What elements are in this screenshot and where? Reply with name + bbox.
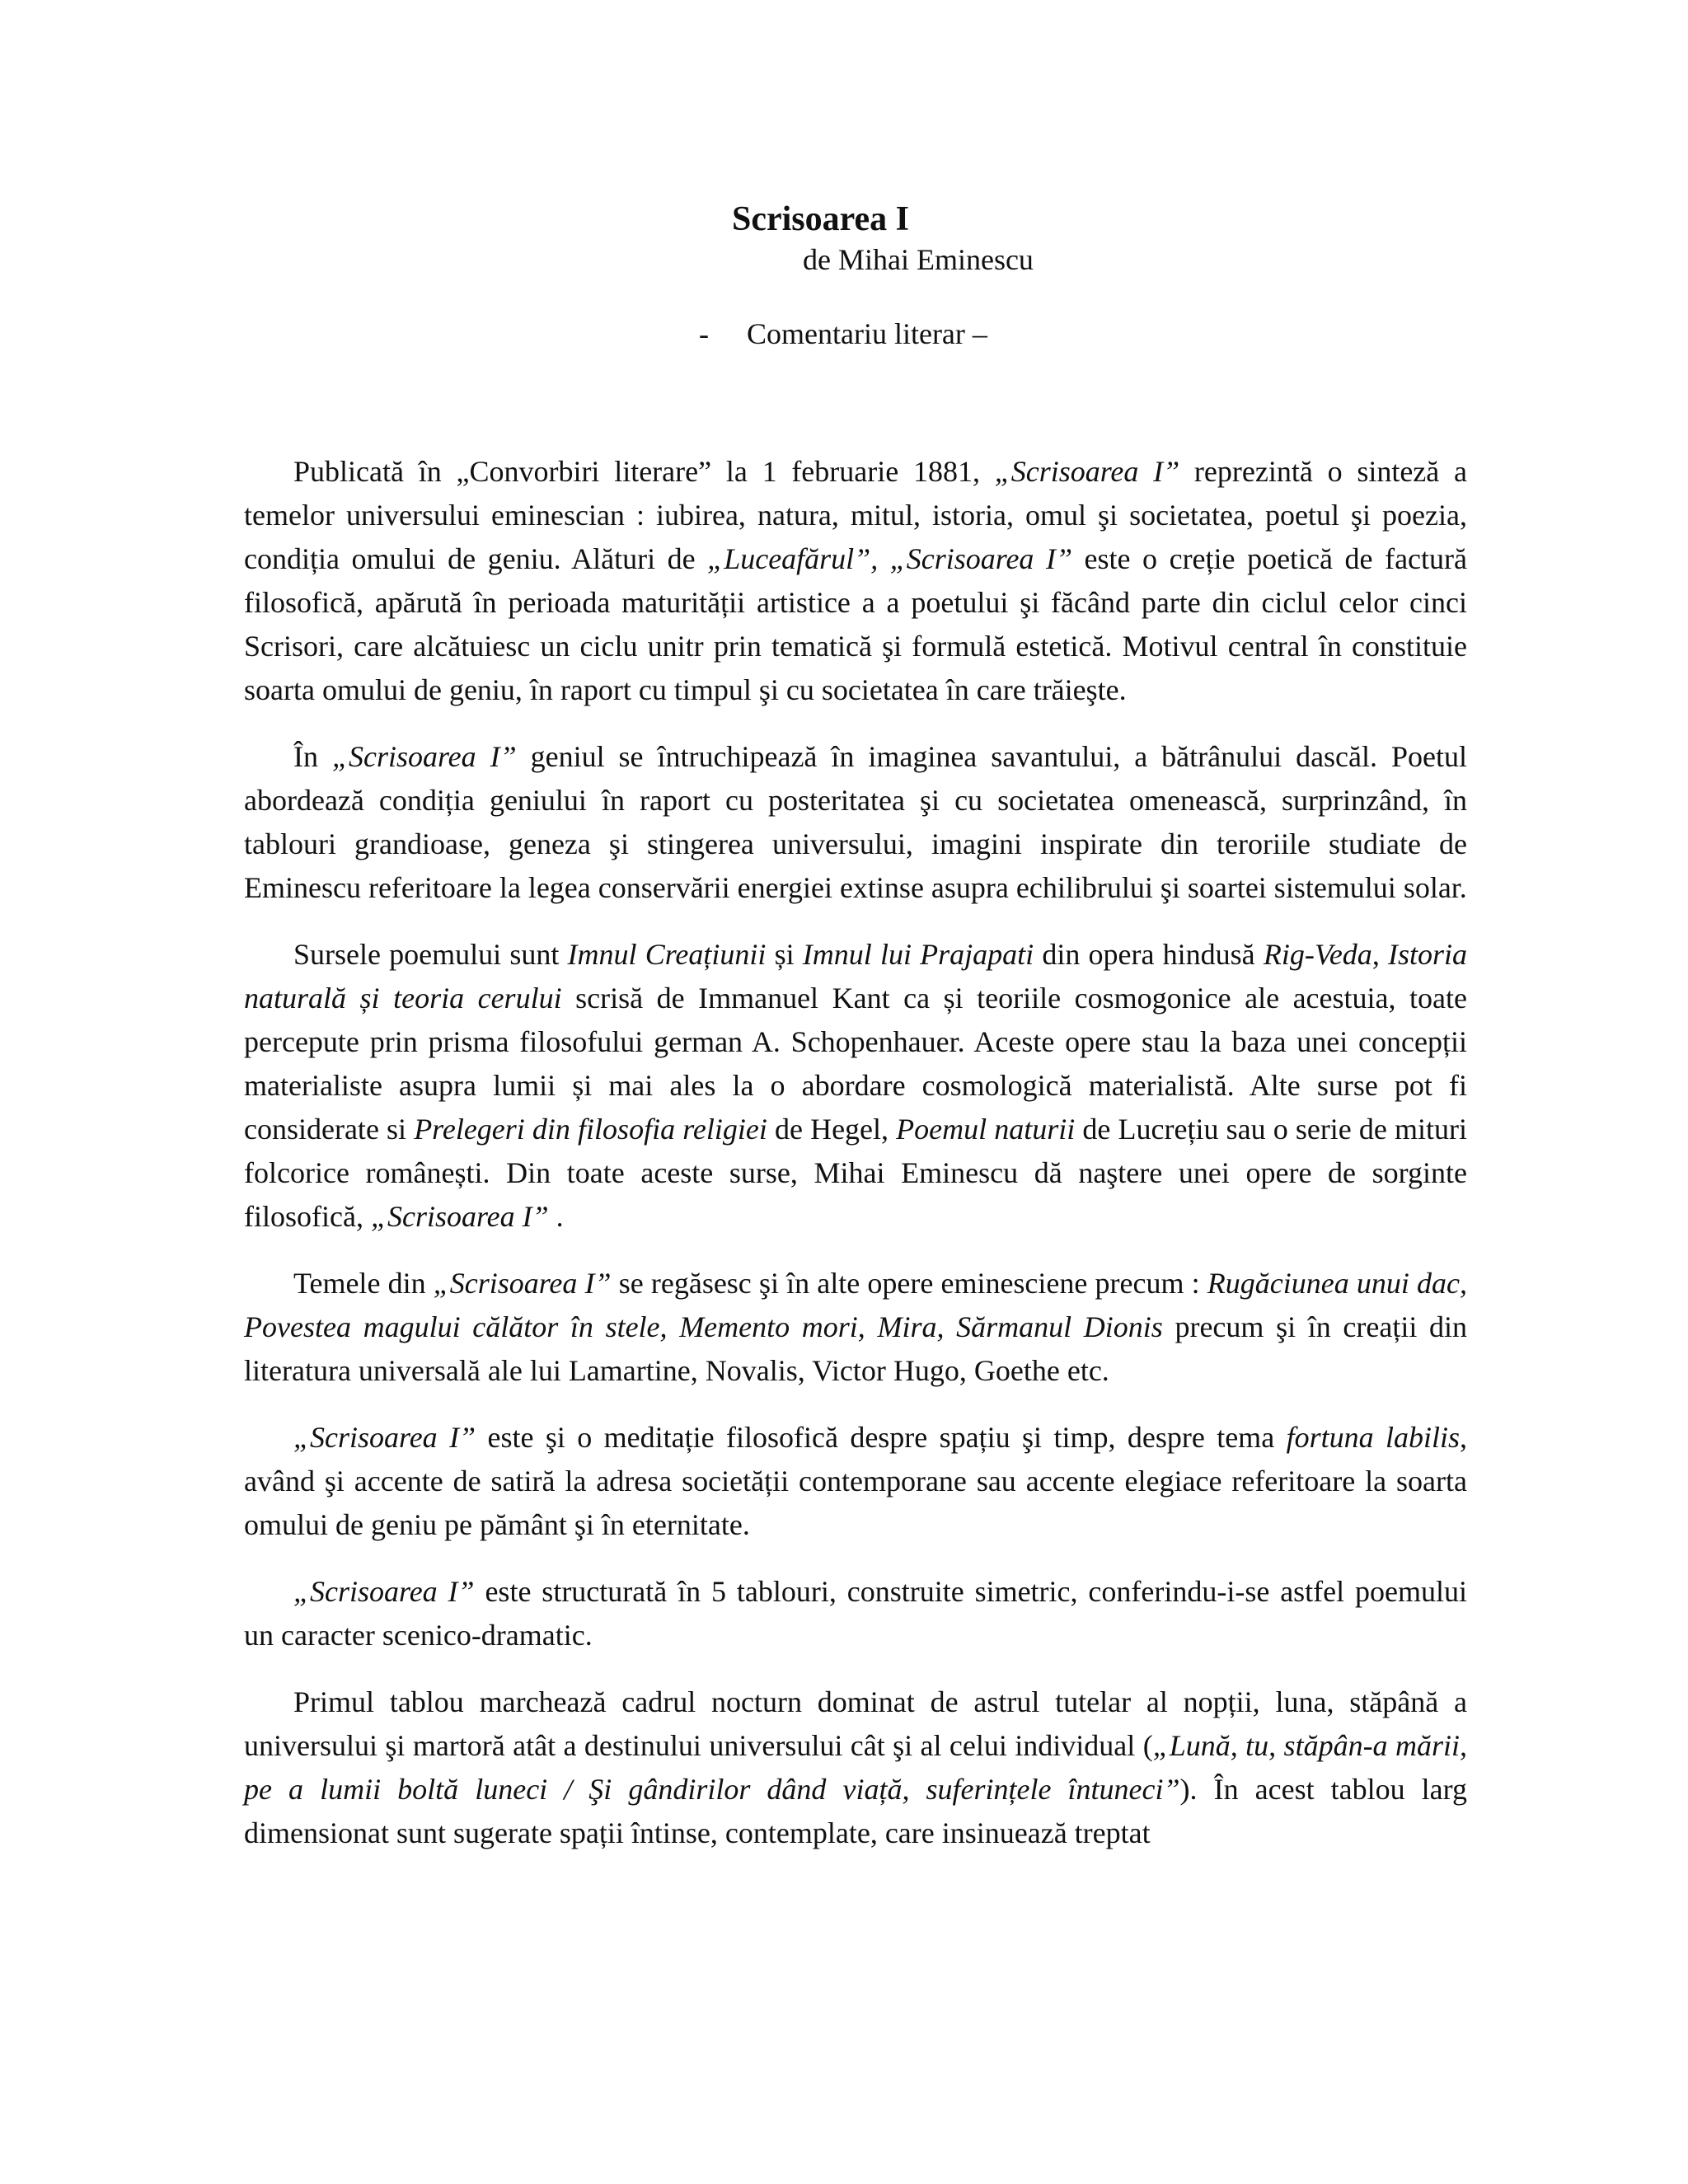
paragraph: [244, 933, 1467, 1239]
text-segment: reprezintă o sinteză a temelor universului eminescian : iubirea, natura, mitul, istoria, omul şi societatea, poetul şi poezia, condiția omului de geniu. Alături de: [244, 455, 1467, 575]
text-segment: , având şi accente de satiră la adresa societății contemporane sau accente elegiace referitoare la soarta omului de geniu pe pământ şi în eternitate.: [244, 1421, 1467, 1541]
italic-text: Poemul naturii: [896, 1113, 1076, 1146]
text-segment: este şi o meditație filosofică despre spațiu şi timp, despre tema: [476, 1421, 1287, 1454]
text-segment: se regăsesc şi în alte opere eminesciene precum :: [611, 1267, 1207, 1300]
text-segment: de Hegel,: [767, 1113, 897, 1146]
italic-text: Istoria naturală și teoria cerului: [244, 938, 1468, 1015]
body-text: [244, 450, 1467, 1878]
document-author: de Mihai Eminescu: [803, 243, 1034, 276]
italic-text: „Lună, tu, stăpân-a mării, pe a lumii boltă luneci / Şi gândirilor dând viață, suferințele întuneci”: [244, 1729, 1467, 1806]
paragraph: [244, 1416, 1467, 1547]
paragraph: [244, 735, 1467, 910]
text-segment: În: [293, 740, 332, 773]
subtitle-text: Comentariu literar –: [747, 317, 987, 350]
italic-text: Rugăciunea unui dac, Povestea magului călător în stele, Memento mori, Mira, Sărmanul Dionis: [244, 1267, 1468, 1343]
paragraph: [244, 450, 1467, 712]
text-segment: de Lucrețiu sau o serie de mituri folcorice românești. Din toate aceste surse, Mihai Eminescu dă naştere unei opere de sorginte filosofică,: [244, 1113, 1468, 1233]
italic-text: „Scrisoarea I”: [331, 740, 517, 773]
paragraph: [244, 1680, 1467, 1855]
italic-text: fortuna labilis: [1286, 1421, 1460, 1454]
text-segment: .: [548, 1200, 564, 1233]
paragraph: [244, 1262, 1467, 1393]
italic-text: Imnul Creațiunii: [567, 938, 767, 971]
text-segment: scrisă de Immanuel Kant ca și teoriile cosmogonice ale acestuia, toate percepute prin prisma filosofului german A. Schopenhauer. Aceste opere stau la baza unei concepții materialiste asupra lumii și mai ales la o abordare cosmologică materialistă. Alte surse pot fi considerate si: [244, 982, 1467, 1146]
italic-text: „Scrisoarea I”: [433, 1267, 612, 1300]
text-segment: Temele din: [293, 1267, 434, 1300]
document-subtitle: [699, 313, 987, 354]
italic-text: „Scrisoarea I”: [370, 1200, 549, 1233]
text-segment: Primul tablou marchează cadrul nocturn dominat de astrul tutelar al nopții, luna, stăpână a universului şi martoră atât a destinului universului cât şi al celui individual (: [244, 1685, 1467, 1762]
paragraph: [244, 1570, 1467, 1657]
italic-text: „Luceafărul”, „Scrisoarea I”: [707, 542, 1072, 575]
italic-text: Rig-Veda: [1263, 938, 1372, 971]
text-segment: Sursele poemului sunt: [293, 938, 568, 971]
text-segment: ,: [1372, 938, 1388, 971]
document-title: Scrisoarea I: [732, 200, 910, 238]
italic-text: „Scrisoarea I”: [293, 1575, 475, 1608]
text-segment: este o creție poetică de factură filosofică, apărută în perioada maturității artistice a a poetului şi făcând parte din ciclul celor cinci Scrisori, care alcătuiesc un ciclu unitr prin tematică şi formulă estetică. Motivul central în constituie soarta omului de geniu, în raport cu timpul şi cu societatea în care trăieşte.: [244, 542, 1467, 706]
italic-text: „Scrisoarea I”: [994, 455, 1180, 488]
italic-text: „Scrisoarea I”: [293, 1421, 476, 1454]
text-segment: și: [766, 938, 803, 971]
text-segment: Publicată în „Convorbiri literare” la 1 februarie 1881,: [293, 455, 995, 488]
text-segment: geniul se întruchipează în imaginea savantului, a bătrânului dascăl. Poetul abordează condiția geniului în raport cu posteritatea şi cu societatea omenească, surprinzând, în tablouri grandioase, geneza şi stingerea universului, imagini inspirate din teroriile studiate de Eminescu referitoare la legea conservării energiei extinse asupra echilibrului şi soartei sistemului solar.: [244, 740, 1467, 904]
text-segment: ). În acest tablou larg dimensionat sunt sugerate spații întinse, contemplate, care insinuează treptat: [244, 1773, 1468, 1849]
italic-text: Imnul lui Prajapati: [802, 938, 1034, 971]
subtitle-dash: -: [699, 317, 709, 350]
italic-text: Prelegeri din filosofia religiei: [414, 1113, 767, 1146]
text-segment: precum şi în creații din literatura universală ale lui Lamartine, Novalis, Victor Hugo, Goethe etc.: [244, 1310, 1467, 1387]
text-segment: este structurată în 5 tablouri, construite simetric, conferindu-i-se astfel poemului un caracter scenico-dramatic.: [244, 1575, 1468, 1652]
text-segment: din opera hindusă: [1034, 938, 1264, 971]
